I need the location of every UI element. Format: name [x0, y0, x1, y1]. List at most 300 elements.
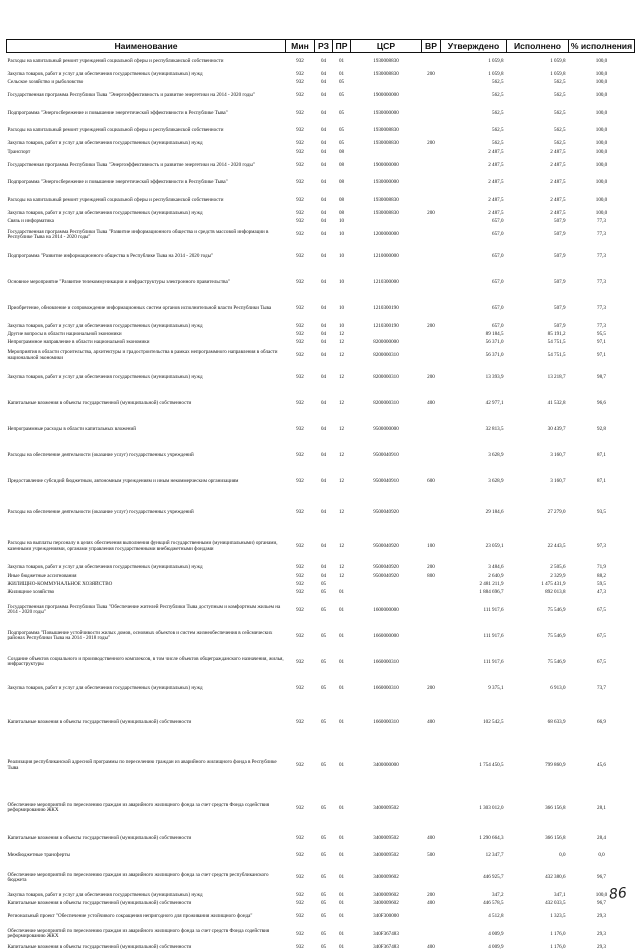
row-executed: 507,9 — [554, 279, 566, 286]
row-csr — [351, 331, 422, 339]
row-min: 932 — [296, 874, 304, 881]
row-csr: 1210300190 — [373, 322, 399, 329]
row-executed: 27 279,0 — [547, 508, 566, 515]
row-rz: 04 — [320, 140, 327, 147]
row-rz: 04 — [320, 70, 327, 77]
row-vr — [422, 649, 441, 675]
row-pr: 05 — [338, 91, 345, 98]
header-rz: РЗ — [315, 40, 333, 53]
row-csr: 1660000310 — [373, 684, 399, 691]
row-rz: 05 — [320, 804, 327, 811]
row-csr: 340F300000 — [373, 912, 399, 919]
header-vr: ВР — [422, 40, 441, 53]
row-vr: 200 — [427, 140, 435, 147]
row-rz: 05 — [320, 632, 327, 639]
row-name: Государственная программа Республики Тыва "Энергоэффективность и развитие энергетики на 2014 - 2020 годы" — [7, 91, 255, 98]
row-min: 932 — [296, 658, 304, 665]
table-row — [7, 174, 635, 192]
row-pr: 01 — [338, 57, 345, 64]
row-csr: 3400009602 — [373, 891, 399, 898]
row-executed: 507,9 — [554, 218, 566, 225]
row-percent: 67,5 — [597, 658, 606, 665]
row-rz: 04 — [320, 564, 327, 571]
row-name: Межбюджетные трансферты — [7, 852, 70, 859]
row-min: 932 — [296, 91, 304, 98]
row-rz: 04 — [320, 91, 327, 98]
document-page — [6, 39, 634, 952]
row-pr: 12 — [338, 374, 345, 381]
row-percent: 100,0 — [595, 140, 608, 147]
row-csr: 9500040920 — [373, 542, 399, 549]
row-csr: 1660000000 — [373, 632, 399, 639]
row-min: 932 — [296, 70, 304, 77]
row-pr: 12 — [338, 400, 345, 407]
page-number: 86 — [608, 885, 628, 903]
row-approved: 56 371,0 — [485, 352, 504, 359]
row-rz: 05 — [320, 761, 327, 768]
row-pr: 01 — [338, 874, 345, 881]
row-rz: 05 — [320, 899, 327, 906]
row-percent: 29,3 — [597, 943, 606, 950]
row-name: Региональный проект "Обеспечение устойчивого сокращения непригодного для проживания жилищного фонда" — [7, 912, 253, 919]
row-min: 932 — [296, 253, 304, 260]
row-approved: 4 512,8 — [488, 912, 504, 919]
row-name: Закупка товаров, работ и услуг для обеспечения государственных (муниципальных) нужд — [7, 374, 203, 381]
header-pr: ПР — [333, 40, 351, 53]
row-rz: 04 — [320, 218, 327, 225]
row-min: 932 — [296, 606, 304, 613]
row-pr: 01 — [338, 632, 345, 639]
row-approved: 56 371,0 — [485, 339, 504, 346]
row-percent: 87,1 — [597, 478, 606, 485]
row-percent: 100,0 — [595, 109, 608, 116]
row-csr — [351, 581, 422, 589]
row-percent: 100,0 — [595, 78, 608, 85]
row-approved: 2 487,5 — [488, 179, 504, 186]
row-executed: 13 218,7 — [547, 374, 566, 381]
row-pr: 01 — [338, 891, 345, 898]
row-min: 932 — [296, 899, 304, 906]
table-row — [7, 597, 635, 623]
row-executed: 562,5 — [554, 127, 566, 134]
row-csr: 1210300000 — [373, 279, 399, 286]
row-percent: 100,0 — [595, 210, 608, 217]
row-csr: 9500040920 — [373, 508, 399, 515]
row-pr: 01 — [338, 589, 345, 596]
row-percent: 77,3 — [597, 218, 606, 225]
table-row — [7, 365, 635, 391]
row-approved: 3 484,6 — [488, 564, 504, 571]
row-percent: 100,0 — [595, 57, 608, 64]
row-rz: 05 — [320, 874, 327, 881]
row-executed: 1 176,0 — [550, 930, 566, 937]
row-csr: 8200000310 — [373, 400, 399, 407]
row-name: Расходы на обеспечение деятельности (оказание услуг) государственных учреждений — [7, 452, 194, 459]
table-row — [7, 830, 635, 848]
row-percent: 95,5 — [597, 330, 606, 337]
row-vr: 200 — [427, 322, 435, 329]
row-vr: 400 — [427, 719, 435, 726]
row-percent: 59,5 — [597, 581, 606, 587]
row-min: 932 — [296, 161, 304, 168]
row-csr — [351, 218, 422, 226]
row-pr: 01 — [338, 852, 345, 859]
row-executed: 562,5 — [554, 109, 566, 116]
row-csr: 340F367483 — [373, 943, 399, 950]
table-row — [7, 443, 635, 469]
row-approved: 562,5 — [492, 140, 504, 147]
row-pr: 12 — [338, 542, 345, 549]
row-rz: 04 — [320, 572, 327, 579]
row-name: ЖИЛИЩНО-КОММУНАЛЬНОЕ ХОЗЯЙСТВО — [7, 581, 113, 587]
row-pr: 05 — [338, 127, 345, 134]
row-approved: 562,5 — [492, 91, 504, 98]
table-row — [7, 53, 635, 71]
row-vr — [422, 270, 441, 296]
row-approved: 657,0 — [492, 218, 504, 225]
row-csr: 1930008830 — [373, 210, 399, 217]
row-vr — [422, 339, 441, 347]
row-vr: 200 — [427, 891, 435, 898]
row-pr: 12 — [338, 564, 345, 571]
row-csr: 1210000000 — [373, 253, 399, 260]
table-row — [7, 296, 635, 322]
row-pr: 12 — [338, 330, 345, 337]
row-executed: 507,9 — [554, 322, 566, 329]
table-row — [7, 847, 635, 865]
row-vr: 200 — [427, 210, 435, 217]
row-executed: 1 059,8 — [550, 57, 566, 64]
row-pr: 08 — [338, 179, 345, 186]
row-min: 932 — [296, 322, 304, 329]
row-min: 932 — [296, 581, 304, 587]
row-rz: 04 — [320, 322, 327, 329]
row-min: 932 — [296, 508, 304, 515]
row-vr — [422, 192, 441, 210]
row-csr: 9500040920 — [373, 564, 399, 571]
row-vr — [422, 581, 441, 589]
row-percent: 93,5 — [597, 508, 606, 515]
row-min: 932 — [296, 478, 304, 485]
row-name: Расходы на обеспечение деятельности (оказание услуг) государственных учреждений — [7, 508, 194, 515]
row-approved: 347,2 — [492, 891, 504, 898]
row-rz: 04 — [320, 400, 327, 407]
row-approved: 2 487,5 — [488, 148, 504, 155]
row-name: Расходы на капитальный ремонт учреждений социальной сферы и республиканской собственности — [7, 127, 224, 134]
row-percent: 100,0 — [595, 148, 608, 155]
row-pr: 01 — [338, 943, 345, 950]
row-approved: 657,0 — [492, 279, 504, 286]
row-pr: 01 — [338, 804, 345, 811]
row-approved: 1 303 012,0 — [479, 804, 504, 811]
row-pr: 01 — [338, 899, 345, 906]
row-approved: 9 375,1 — [488, 684, 504, 691]
row-executed: 562,5 — [554, 91, 566, 98]
row-rz: 04 — [320, 253, 327, 260]
table-row — [7, 649, 635, 675]
row-csr: 1600000000 — [373, 606, 399, 613]
row-name: Подпрограмма "Энергосбережение и повышение энергетической эффективности в Республике Тыва" — [7, 179, 228, 186]
row-executed: 347,1 — [554, 891, 566, 898]
row-executed: 2 487,5 — [550, 161, 566, 168]
row-name: Подпрограмма "Энергосбережение и повышение энергетической эффективности в Республике Тыва" — [7, 109, 228, 116]
table-row — [7, 148, 635, 156]
row-name: Закупка товаров, работ и услуг для обеспечения государственных (муниципальных) нужд — [7, 684, 203, 691]
row-csr: 3400009602 — [373, 899, 399, 906]
row-executed: 0,0 — [559, 852, 566, 859]
table-row — [7, 347, 635, 365]
row-name: Подпрограмма "Развитие информационного общества в Республике Тыва на 2014 - 2020 годы" — [7, 253, 214, 260]
row-name: Непрограммные расходы в области капитальных вложений — [7, 426, 136, 433]
table-row — [7, 210, 635, 218]
row-percent: 73,7 — [597, 684, 606, 691]
table-row — [7, 226, 635, 244]
row-rz: 04 — [320, 109, 327, 116]
table-row — [7, 564, 635, 572]
row-rz: 05 — [320, 943, 327, 950]
row-approved: 2 487,5 — [488, 197, 504, 204]
row-approved: 3 628,9 — [488, 478, 504, 485]
row-vr: 500 — [427, 852, 435, 859]
row-name: Сельское хозяйство и рыболовство — [7, 78, 84, 85]
table-row — [7, 572, 635, 580]
row-csr — [351, 148, 422, 156]
row-vr: 100 — [427, 542, 435, 549]
row-executed: 2 505,6 — [550, 564, 566, 571]
row-vr: 400 — [427, 899, 435, 906]
row-vr: 200 — [427, 564, 435, 571]
table-row — [7, 589, 635, 597]
row-approved: 2 481 211,9 — [479, 581, 504, 587]
row-pr: 01 — [338, 70, 345, 77]
row-min: 932 — [296, 400, 304, 407]
row-csr: 1930000000 — [373, 179, 399, 186]
row-csr: 3400009502 — [373, 804, 399, 811]
row-pr: 12 — [338, 426, 345, 433]
row-name: Закупка товаров, работ и услуг для обеспечения государственных (муниципальных) нужд — [7, 564, 203, 571]
row-rz: 04 — [320, 478, 327, 485]
row-rz: 04 — [320, 127, 327, 134]
row-vr — [422, 908, 441, 926]
row-csr: 8200000310 — [373, 352, 399, 359]
row-vr: 400 — [427, 943, 435, 950]
row-vr — [422, 105, 441, 123]
row-name: Приобретение, обновление и сопровождение информационных систем органов исполнительной власти Республики Тыва — [7, 305, 272, 312]
row-name: Капитальные вложения в объекты государственной (муниципальной) собственности — [7, 943, 192, 950]
row-percent: 96,7 — [597, 899, 606, 906]
row-min: 932 — [296, 572, 304, 579]
row-percent: 77,3 — [597, 305, 606, 312]
row-percent: 100,0 — [595, 179, 608, 186]
row-name: Непрограммное направление в области национальной экономики — [7, 339, 150, 346]
row-name: Государственная программа Республики Тыва "Энергоэффективность и развитие энергетики на 2014 - 2020 годы" — [7, 161, 255, 168]
row-min: 932 — [296, 218, 304, 225]
row-executed: 3 160,7 — [550, 452, 566, 459]
row-percent: 96,7 — [597, 874, 606, 881]
row-rz: 05 — [320, 834, 327, 841]
row-executed: 30 439,7 — [547, 426, 566, 433]
row-vr — [422, 244, 441, 270]
row-csr: 3400000000 — [373, 761, 399, 768]
row-min: 932 — [296, 452, 304, 459]
row-approved: 657,0 — [492, 253, 504, 260]
table-row — [7, 87, 635, 105]
row-executed: 1 323,5 — [550, 912, 566, 919]
row-pr: 01 — [338, 719, 345, 726]
row-percent: 92,8 — [597, 426, 606, 433]
row-vr — [422, 296, 441, 322]
row-min: 932 — [296, 279, 304, 286]
row-min: 932 — [296, 231, 304, 238]
row-rz: 05 — [320, 581, 327, 587]
row-executed: 75 546,9 — [547, 658, 566, 665]
row-percent: 100,0 — [595, 70, 608, 77]
table-row — [7, 339, 635, 347]
row-approved: 12 347,7 — [485, 852, 504, 859]
table-row — [7, 900, 635, 908]
row-vr: 400 — [427, 834, 435, 841]
row-pr: 12 — [338, 352, 345, 359]
row-min: 932 — [296, 719, 304, 726]
row-vr — [422, 865, 441, 891]
row-vr — [422, 589, 441, 597]
row-min: 932 — [296, 852, 304, 859]
table-header-row — [7, 40, 635, 53]
row-pr: 12 — [338, 572, 345, 579]
row-pr: 05 — [338, 140, 345, 147]
table-row — [7, 331, 635, 339]
row-approved: 657,0 — [492, 231, 504, 238]
row-vr — [422, 443, 441, 469]
row-percent: 77,3 — [597, 279, 606, 286]
row-percent: 100,0 — [595, 127, 608, 134]
row-min: 932 — [296, 589, 304, 596]
row-vr — [422, 417, 441, 443]
row-rz: 04 — [320, 161, 327, 168]
row-min: 932 — [296, 804, 304, 811]
row-pr: 12 — [338, 508, 345, 515]
row-executed: 41 532,8 — [547, 400, 566, 407]
row-name: Закупка товаров, работ и услуг для обеспечения государственных (муниципальных) нужд — [7, 891, 203, 898]
row-rz: 04 — [320, 148, 327, 155]
row-pr: 01 — [338, 658, 345, 665]
row-approved: 42 977,1 — [485, 400, 504, 407]
row-executed: 2 487,5 — [550, 179, 566, 186]
row-name: Капитальные вложения в объекты государственной (муниципальной) собственности — [7, 899, 192, 906]
row-percent: 100,0 — [595, 161, 608, 168]
row-percent: 97,3 — [597, 542, 606, 549]
row-pr: 08 — [338, 161, 345, 168]
row-approved: 111 917,6 — [483, 658, 504, 665]
row-csr: 1930008830 — [373, 57, 399, 64]
row-min: 932 — [296, 930, 304, 937]
row-pr: 01 — [338, 834, 345, 841]
row-rz: 04 — [320, 330, 327, 337]
row-executed: 562,5 — [554, 78, 566, 85]
row-name: Капитальные вложения в объекты государственной (муниципальной) собственности — [7, 719, 192, 726]
row-name: Обеспечение мероприятий по переселению граждан из аварийного жилищного фонда за счет средств республиканского бюджета — [7, 871, 269, 884]
header-name: Наименование — [7, 40, 286, 53]
row-percent: 29,3 — [597, 912, 606, 919]
row-pr: 01 — [338, 684, 345, 691]
row-executed: 562,5 — [554, 140, 566, 147]
row-approved: 29 184,6 — [485, 508, 504, 515]
row-approved: 1 754 450,5 — [479, 761, 504, 768]
row-percent: 77,3 — [597, 253, 606, 260]
row-approved: 1 059,8 — [488, 57, 504, 64]
row-min: 932 — [296, 57, 304, 64]
row-approved: 13 393,9 — [485, 374, 504, 381]
row-min: 932 — [296, 78, 304, 85]
row-pr: 10 — [338, 253, 345, 260]
row-rz: 04 — [320, 279, 327, 286]
row-executed: 54 751,5 — [547, 339, 566, 346]
row-min: 932 — [296, 140, 304, 147]
row-approved: 562,5 — [492, 78, 504, 85]
row-executed: 507,9 — [554, 305, 566, 312]
row-csr: 9500000000 — [373, 426, 399, 433]
header-csr: ЦСР — [351, 40, 422, 53]
row-rz: 05 — [320, 852, 327, 859]
row-pr: 10 — [338, 218, 345, 225]
row-executed: 432 380,6 — [545, 874, 566, 881]
row-min: 932 — [296, 305, 304, 312]
row-approved: 1 290 664,3 — [479, 834, 504, 841]
row-rz: 04 — [320, 78, 327, 85]
row-executed: 1 475 431,9 — [541, 581, 566, 587]
row-rz: 04 — [320, 374, 327, 381]
row-rz: 04 — [320, 339, 327, 346]
row-name: Расходы на выплаты персоналу в целях обеспечения выполнения функций государственными (муниципальными) органами, казенными учреждениями, органами управления государственными внебюджетными фондами — [7, 540, 278, 552]
row-executed: 366 156,8 — [545, 804, 566, 811]
row-percent: 28,1 — [597, 804, 606, 811]
row-executed: 1 176,0 — [550, 943, 566, 950]
row-min: 932 — [296, 127, 304, 134]
row-name: Закупка товаров, работ и услуг для обеспечения государственных (муниципальных) нужд — [7, 322, 203, 329]
row-csr: 1930008830 — [373, 197, 399, 204]
row-rz: 05 — [320, 930, 327, 937]
row-pr: 01 — [338, 912, 345, 919]
row-rz: 05 — [320, 719, 327, 726]
row-min: 932 — [296, 210, 304, 217]
row-rz: 04 — [320, 352, 327, 359]
row-min: 932 — [296, 943, 304, 950]
row-percent: 45,6 — [597, 761, 606, 768]
row-approved: 2 640,9 — [488, 572, 504, 579]
row-min: 932 — [296, 148, 304, 155]
row-executed: 2 487,5 — [550, 197, 566, 204]
row-approved: 4 009,9 — [488, 930, 504, 937]
row-rz: 05 — [320, 589, 327, 596]
row-rz: 04 — [320, 452, 327, 459]
row-min: 932 — [296, 542, 304, 549]
row-rz: 04 — [320, 210, 327, 217]
row-vr: 400 — [427, 400, 435, 407]
header-approved: Утверждено — [441, 40, 507, 53]
table-row — [7, 322, 635, 330]
table-row — [7, 270, 635, 296]
row-approved: 4 009,9 — [488, 943, 504, 950]
row-name: Государственная программа Республики Тыва "Развитие информационного общества и средств массовой информации в Республике Тыва на 2014 - 2020 годы" — [7, 228, 269, 241]
row-min: 932 — [296, 426, 304, 433]
row-min: 932 — [296, 109, 304, 116]
row-min: 932 — [296, 684, 304, 691]
row-name: Закупка товаров, работ и услуг для обеспечения государственных (муниципальных) нужд — [7, 210, 203, 217]
row-pr: 01 — [338, 761, 345, 768]
row-csr: 9500040910 — [373, 478, 399, 485]
row-min: 932 — [296, 197, 304, 204]
row-executed: 892 013,8 — [545, 589, 566, 596]
